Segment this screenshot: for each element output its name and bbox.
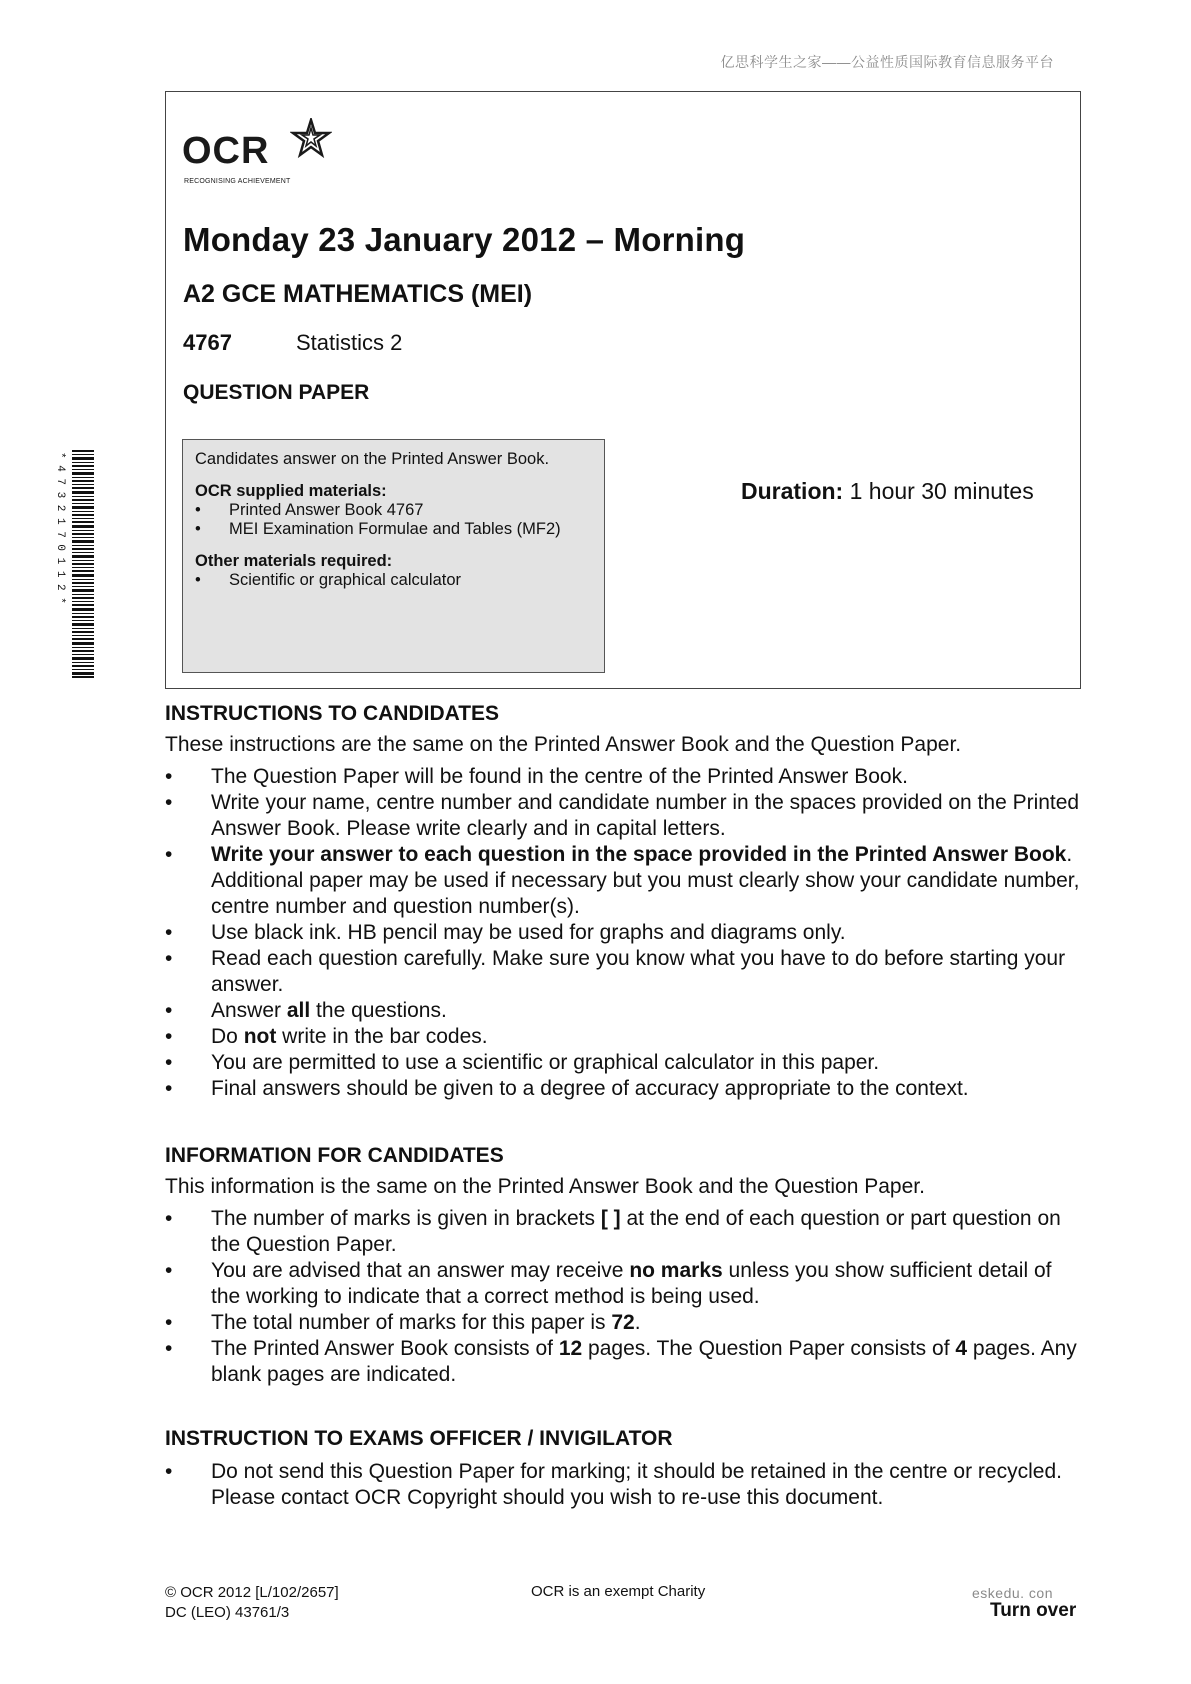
list-item: • Read each question carefully. Make sure you know what you have to do before starting your answer. xyxy=(165,946,1085,998)
instructions-intro: These instructions are the same on the Printed Answer Book and the Question Paper. xyxy=(165,733,962,756)
star-icon xyxy=(290,118,332,160)
list-item: • The Printed Answer Book consists of 12 pages. The Question Paper consists of 4 pages. Any blank pages are indicated. xyxy=(165,1336,1085,1388)
unit-code: 4767 xyxy=(183,330,232,355)
duration-value: 1 hour 30 minutes xyxy=(849,478,1034,504)
officer-heading: INSTRUCTION TO EXAMS OFFICER / INVIGILATOR xyxy=(165,1427,673,1450)
list-item: • The total number of marks for this paper is 72. xyxy=(165,1310,1085,1336)
document-ref: DC (LEO) 43761/3 xyxy=(165,1604,290,1621)
materials-box xyxy=(182,439,605,673)
other-item: • Scientific or graphical calculator xyxy=(195,571,592,590)
barcode-icon xyxy=(54,450,98,678)
list-item: • The number of marks is given in brackets [ ] at the end of each question or part question on the Question Paper. xyxy=(165,1206,1085,1258)
list-item: • The Question Paper will be found in the centre of the Printed Answer Book. xyxy=(165,764,1085,790)
officer-list xyxy=(165,1459,1085,1511)
top-watermark: 亿思科学生之家——公益性质国际教育信息服务平台 xyxy=(720,54,1054,70)
footer-watermark: eskedu. con xyxy=(972,1585,1053,1601)
supplied-item: • MEI Examination Formulae and Tables (MF2) xyxy=(195,520,592,539)
list-item: • Answer all the questions. xyxy=(165,998,1085,1024)
instructions-heading: INSTRUCTIONS TO CANDIDATES xyxy=(165,702,500,725)
logo-tagline: RECOGNISING ACHIEVEMENT xyxy=(184,178,291,185)
list-item: • You are permitted to use a scientific or graphical calculator in this paper. xyxy=(165,1050,1085,1076)
supplied-heading: OCR supplied materials: xyxy=(195,482,387,500)
list-item: • Final answers should be given to a degree of accuracy appropriate to the context. xyxy=(165,1076,1085,1102)
list-item: • Write your answer to each question in the space provided in the Printed Answer Book. Additional paper may be used if necessary but you must clearly show your candidate number, centre number and question number(s). xyxy=(165,842,1085,920)
copyright: © OCR 2012 [L/102/2657] xyxy=(165,1584,339,1601)
logo-text: OCR xyxy=(182,130,270,172)
duration xyxy=(741,478,1034,505)
charity-note: OCR is an exempt Charity xyxy=(531,1583,706,1600)
instructions-list xyxy=(165,764,1085,1102)
other-heading: Other materials required: xyxy=(195,552,393,570)
information-list xyxy=(165,1206,1085,1388)
list-item: • You are advised that an answer may receive no marks unless you show sufficient detail of the working to indicate that a correct method is being used. xyxy=(165,1258,1085,1310)
information-heading: INFORMATION FOR CANDIDATES xyxy=(165,1144,504,1167)
barcode-number: * 4 7 3 2 1 7 0 1 1 2 * xyxy=(54,452,66,604)
answer-note: Candidates answer on the Printed Answer Book. xyxy=(195,450,550,468)
supplied-item: • Printed Answer Book 4767 xyxy=(195,501,592,520)
officer-section xyxy=(165,1425,1085,1511)
list-item: • Do not send this Question Paper for marking; it should be retained in the centre or recycled. Please contact OCR Copyright should you wish to re-use this document. xyxy=(165,1459,1085,1511)
footer-left xyxy=(165,1583,339,1623)
information-intro: This information is the same on the Printed Answer Book and the Question Paper. xyxy=(165,1175,925,1198)
turn-over: Turn over xyxy=(990,1600,1077,1621)
ocr-logo xyxy=(180,118,340,193)
unit-title: Statistics 2 xyxy=(296,330,403,355)
paper-type: QUESTION PAPER xyxy=(183,381,370,404)
duration-label: Duration: xyxy=(741,478,844,504)
exam-subject: A2 GCE MATHEMATICS (MEI) xyxy=(183,280,533,308)
exam-date: Monday 23 January 2012 – Morning xyxy=(183,221,746,258)
list-item: • Write your name, centre number and candidate number in the spaces provided on the Printed Answer Book. Please write clearly and in capital letters. xyxy=(165,790,1085,842)
list-item: • Do not write in the bar codes. xyxy=(165,1024,1085,1050)
instructions-section xyxy=(165,700,1085,1102)
information-section xyxy=(165,1142,1085,1388)
list-item: • Use black ink. HB pencil may be used for graphs and diagrams only. xyxy=(165,920,1085,946)
